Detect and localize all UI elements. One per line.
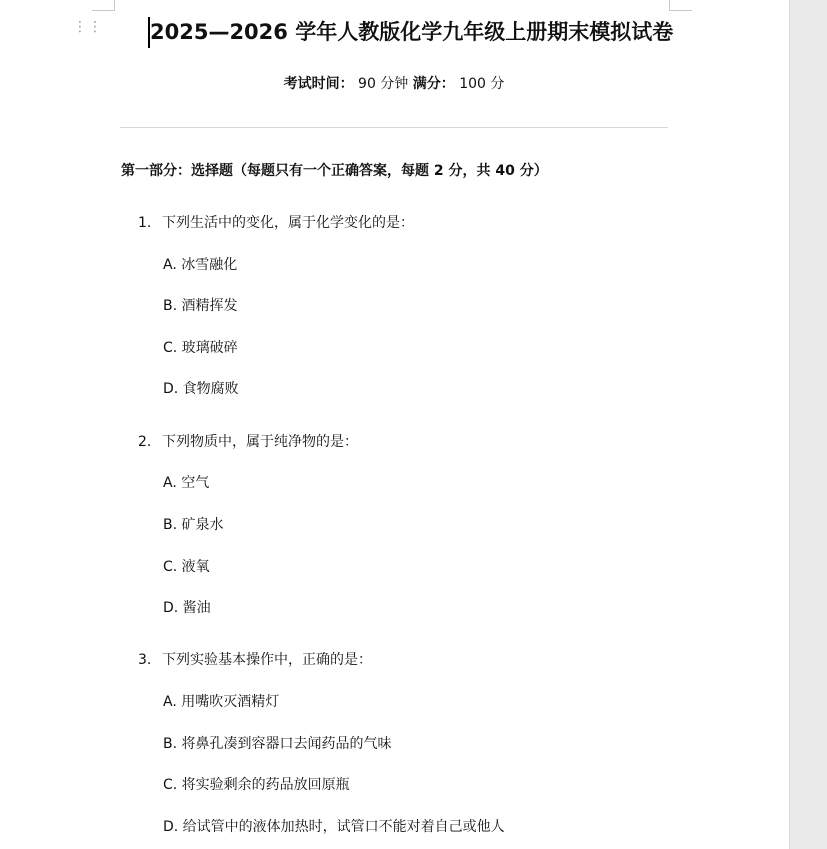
- question-text: 下列生活中的变化，属于化学变化的是：: [162, 215, 414, 231]
- question-1[interactable]: [138, 213, 414, 233]
- score-value: 100 分: [459, 76, 505, 92]
- question-number: 2.: [138, 434, 152, 450]
- option-1d[interactable]: D. 食物腐败: [163, 381, 239, 397]
- section-heading[interactable]: 第一部分：选择题（每题只有一个正确答案，每题 2 分，共 40 分）: [121, 163, 548, 179]
- score-label: 满分：: [412, 76, 455, 92]
- option-2b[interactable]: B. 矿泉水: [163, 517, 224, 533]
- option-1b[interactable]: B. 酒精挥发: [163, 298, 238, 314]
- option-3c[interactable]: C. 将实验剩余的药品放回原瓶: [163, 777, 350, 793]
- question-number: 1.: [138, 215, 152, 231]
- option-2d[interactable]: D. 酱油: [163, 600, 211, 616]
- time-label: 考试时间：: [283, 76, 354, 92]
- option-3a[interactable]: A. 用嘴吹灭酒精灯: [163, 694, 280, 710]
- question-2[interactable]: [138, 432, 358, 452]
- option-2a[interactable]: A. 空气: [163, 475, 210, 491]
- question-number: 3.: [138, 652, 152, 668]
- option-1c[interactable]: C. 玻璃破碎: [163, 340, 238, 356]
- document-title[interactable]: 2025—2026 学年人教版化学九年级上册期末模拟试卷: [150, 20, 674, 44]
- option-1a[interactable]: A. 冰雪融化: [163, 257, 238, 273]
- time-value: 90 分钟: [358, 76, 409, 92]
- question-text: 下列实验基本操作中，正确的是：: [162, 652, 372, 668]
- option-3b[interactable]: B. 将鼻孔凑到容器口去闻药品的气味: [163, 736, 392, 752]
- page-corner-mark-right: [669, 0, 692, 11]
- right-gutter: [789, 0, 827, 849]
- option-3d[interactable]: D. 给试管中的液体加热时，试管口不能对着自己或他人: [163, 819, 505, 835]
- exam-meta[interactable]: [120, 74, 668, 94]
- drag-handle-icon[interactable]: ⋮⋮: [73, 19, 103, 35]
- divider: [120, 127, 668, 128]
- page-corner-mark-left: [92, 0, 115, 11]
- question-3[interactable]: [138, 650, 372, 670]
- option-2c[interactable]: C. 液氧: [163, 559, 210, 575]
- question-text: 下列物质中，属于纯净物的是：: [162, 434, 358, 450]
